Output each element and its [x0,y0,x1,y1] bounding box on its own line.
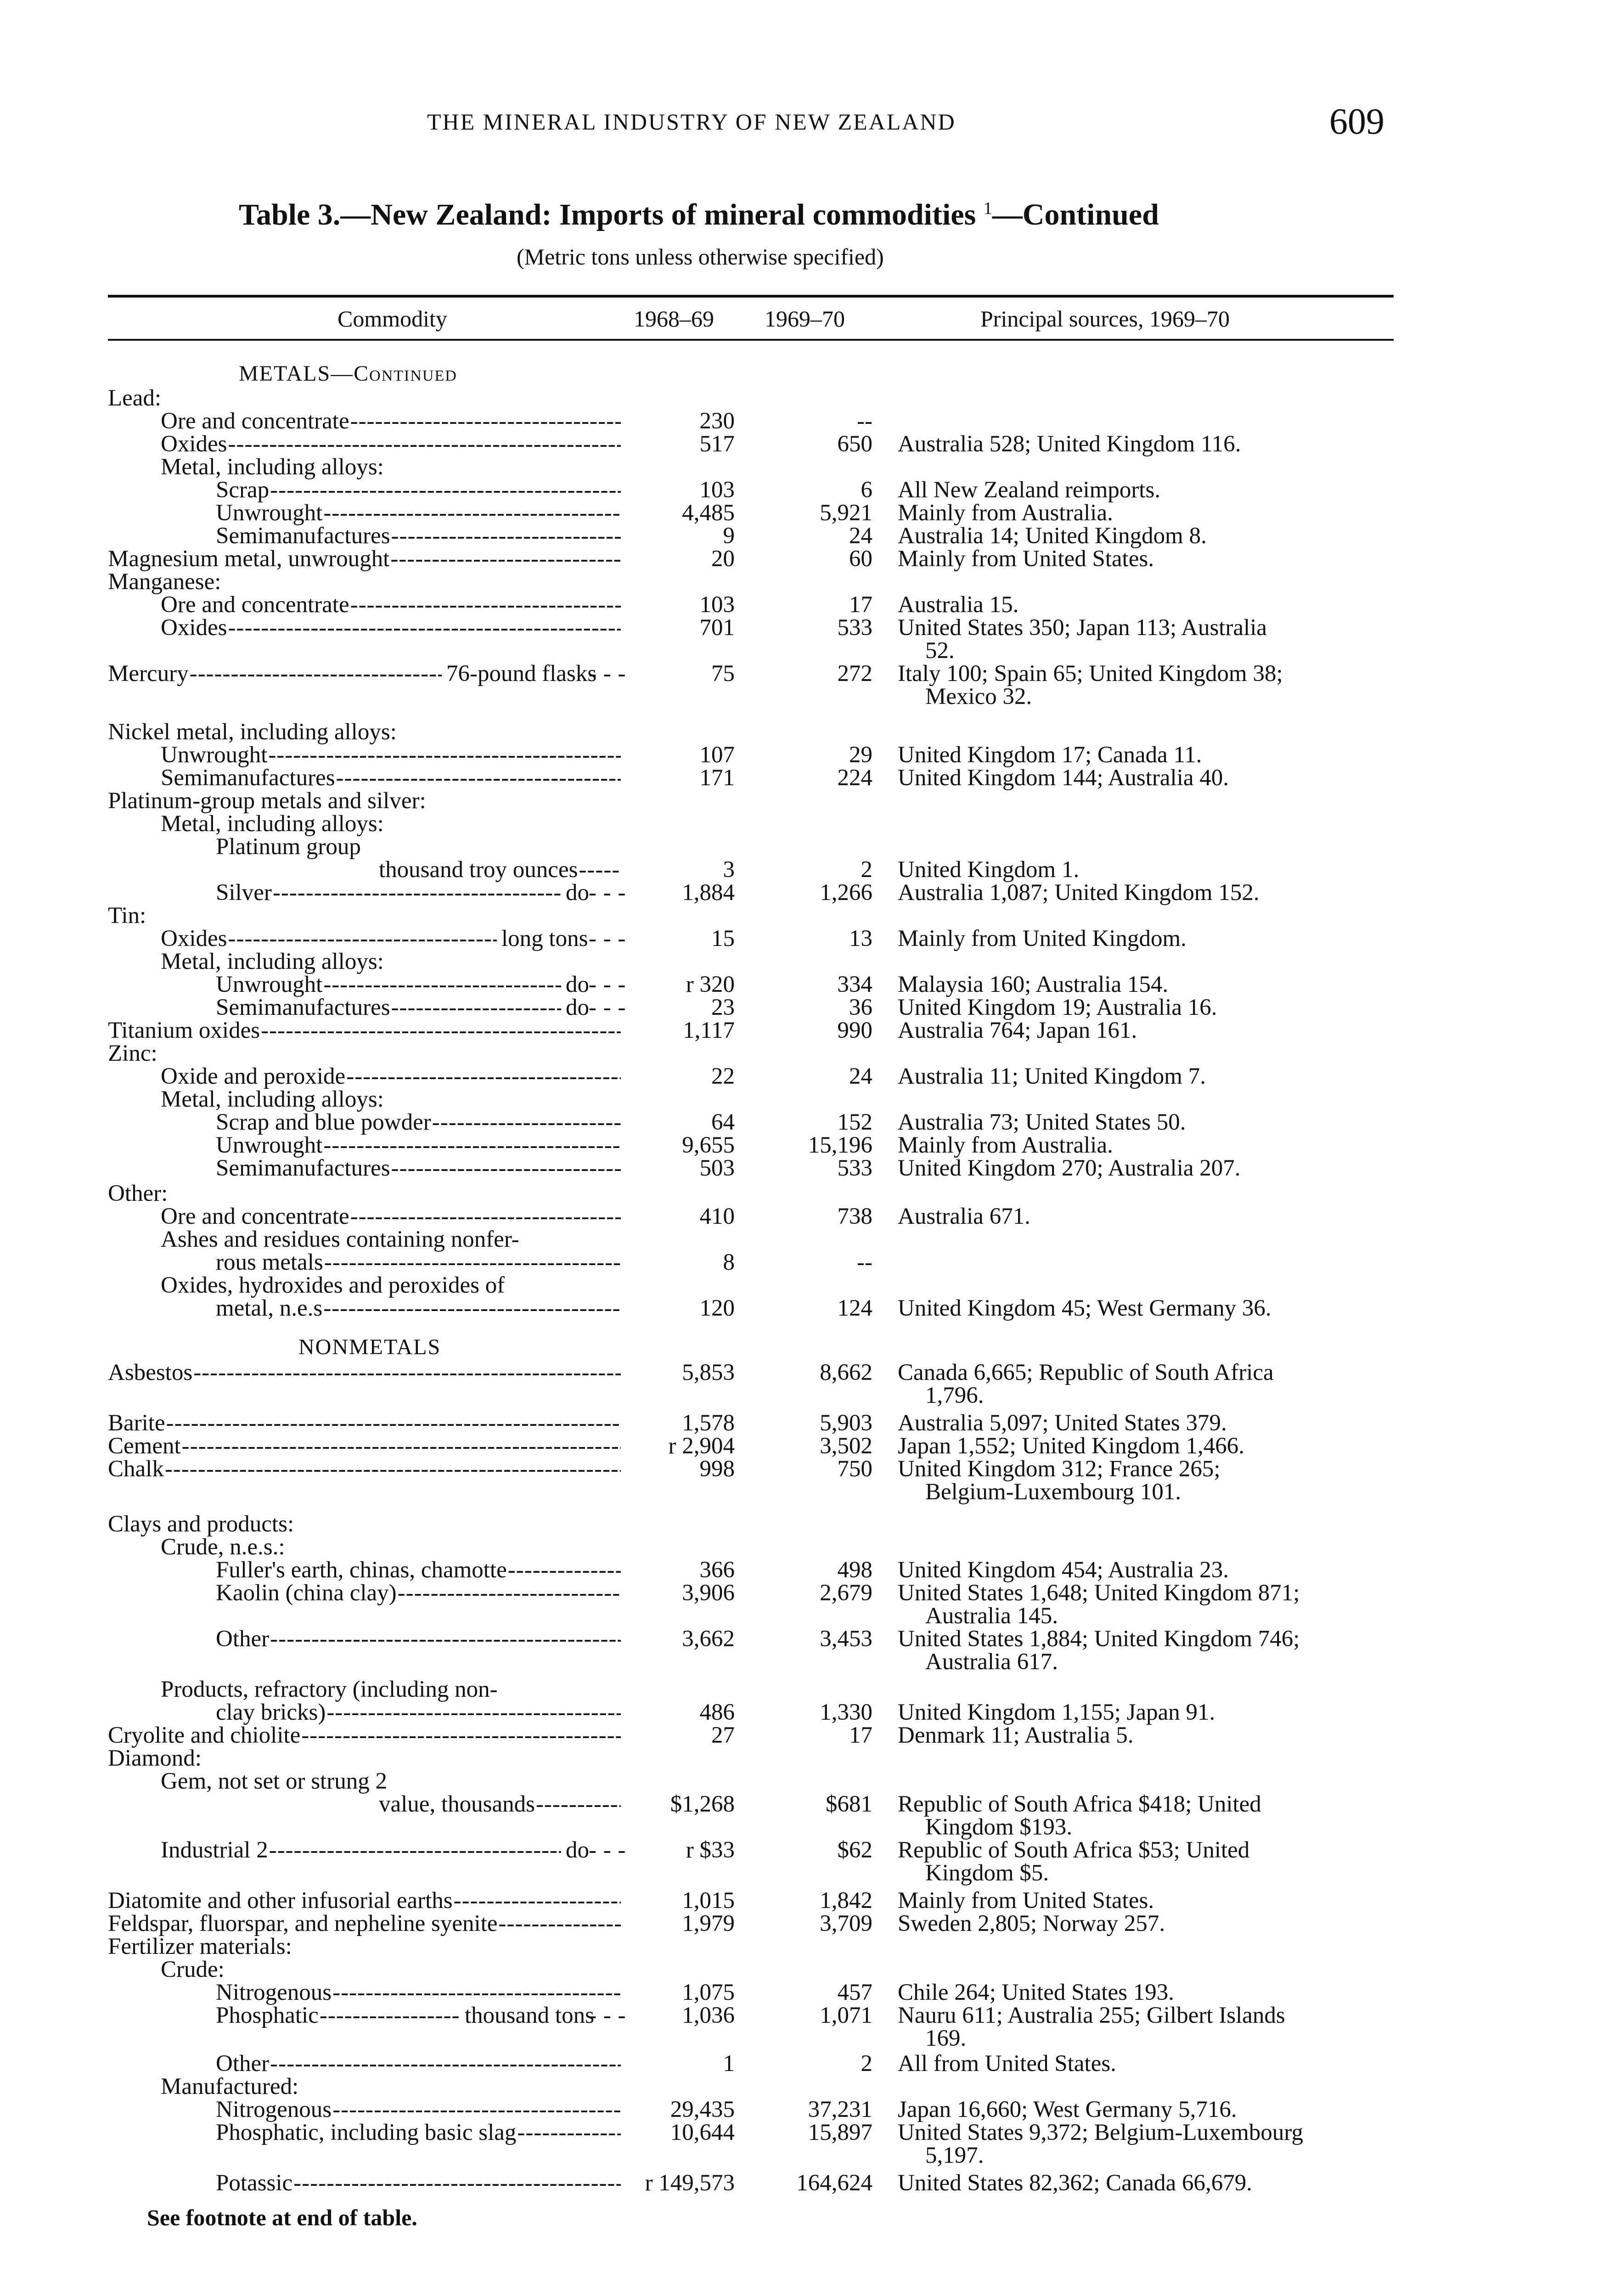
table-row [0,1649,1603,1675]
commodity-label: Crude: [161,1957,225,1982]
value-1969-70: 24 [849,1064,872,1089]
column-header-principal-sources: Principal sources, 1969–70 [980,306,1230,332]
value-1969-70: 3,709 [820,1911,872,1936]
principal-sources: United States 1,648; United Kingdom 871; [898,1580,1300,1606]
principal-sources: United Kingdom 45; West Germany 36. [898,1295,1271,1321]
value-1969-70: 224 [837,765,872,791]
value-1969-70: 15,897 [808,2120,872,2145]
table-row [0,1479,1603,1505]
principal-sources: All New Zealand reimports. [898,477,1161,503]
principal-sources: United Kingdom 270; Australia 207. [898,1155,1241,1181]
commodity-label: Chalk ----- [108,1456,621,1482]
commodity-label: Ore and concentrate ----- [161,591,621,618]
commodity-label: Kaolin (china clay) ----- [216,1580,621,1606]
table-row [0,1295,1603,1322]
value-1969-70: 5,903 [820,1410,872,1436]
principal-sources: United Kingdom 1,155; Japan 91. [898,1699,1215,1725]
value-1968-69: 1,578 [682,1410,735,1436]
commodity-label: Semimanufactures ----- [161,765,621,791]
value-1968-69: 103 [699,477,735,503]
commodity-label: Phosphatic, including basic slag ----- [216,2119,621,2146]
commodity-label: Fertilizer materials: [108,1934,292,1959]
principal-sources-continued: Kingdom $5. [925,1860,1049,1886]
value-1969-70: $62 [837,1837,872,1863]
commodity-label: Semimanufactures ----- [216,1155,621,1182]
principal-sources: Mainly from Australia. [898,500,1113,526]
value-1969-70: 6 [861,477,872,503]
value-1968-69: 1,117 [683,1018,735,1043]
page-number: 609 [1329,101,1384,142]
commodity-label: Feldspar, fluorspar, and nepheline syenite ----- [108,1910,621,1937]
value-1969-70: 533 [837,1155,872,1181]
commodity-label: Nickel metal, including alloys: [108,719,397,745]
principal-sources: Australia 528; United Kingdom 116. [898,431,1241,457]
dot-leader: - - - [589,2003,626,2028]
principal-sources-continued: 1,796. [925,1383,984,1408]
commodity-label: clay bricks) ----- [216,1699,621,1726]
value-1969-70: 24 [849,523,872,549]
principal-sources-continued: Australia 617. [925,1649,1058,1675]
value-1969-70: 2 [861,2051,872,2077]
value-1968-69: 486 [699,1699,735,1725]
commodity-label: Other ----- [216,1626,621,1652]
column-header-1969-70: 1969–70 [765,306,845,332]
dot-leader: - - - [589,880,626,906]
table-row [0,683,1603,710]
commodity-label: Diamond: [108,1745,202,1771]
value-1969-70: 2 [861,857,872,883]
commodity-label: Tin: [108,903,146,929]
principal-sources: United States 1,884; United Kingdom 746; [898,1626,1300,1652]
commodity-label: Products, refractory (including non- [161,1677,498,1702]
commodity-label: Oxides ----- [161,614,621,641]
table-row [0,2170,1603,2196]
principal-sources: Japan 1,552; United Kingdom 1,466. [898,1433,1245,1459]
commodity-label: Oxides ----- [161,925,497,952]
value-1968-69: 22 [711,1064,735,1089]
table-title-text: Table 3.—New Zealand: Imports of mineral commodities [239,198,976,231]
table-row [0,2025,1603,2052]
commodity-label: Silver ----- [216,879,561,906]
value-1968-69: 998 [699,1456,735,1482]
value-1969-70: 8,662 [820,1360,872,1385]
value-1969-70: 334 [837,972,872,997]
value-1968-69: 1 [723,2051,735,2077]
table-title-suffix: —Continued [992,198,1159,231]
value-1968-69: 1,075 [682,1980,735,2005]
value-1969-70: 29 [849,742,872,768]
value-1968-69: 20 [711,546,735,572]
value-1969-70: 164,624 [796,2170,872,2196]
commodity-label: Diatomite and other infusorial earths ----- [108,1887,621,1914]
running-title: THE MINERAL INDUSTRY OF NEW ZEALAND [427,109,956,135]
value-1968-69: $1,268 [670,1791,735,1817]
value-1969-70: 152 [837,1109,872,1135]
value-1969-70: 750 [837,1456,872,1482]
value-1969-70: 5,921 [820,500,872,526]
commodity-label: Unwrought ----- [216,1132,621,1159]
value-1969-70: 457 [837,1980,872,2005]
commodity-label: Industrial 2 ----- [161,1837,561,1863]
value-1969-70: 36 [849,995,872,1020]
value-1969-70: -- [857,1249,872,1275]
value-1968-69: 503 [699,1155,735,1181]
value-1968-69: 107 [699,742,735,768]
principal-sources: Australia 73; United States 50. [898,1109,1186,1135]
value-1969-70: 3,502 [820,1433,872,1459]
value-1968-69: 29,435 [670,2097,735,2122]
value-1968-69: r 149,573 [645,2170,735,2196]
principal-sources-continued: 169. [925,2026,967,2051]
unit-label: do [566,880,589,906]
dot-leader: - - - [589,661,626,687]
commodity-label: Oxides, hydroxides and peroxides of [161,1272,505,1298]
principal-sources: Republic of South Africa $418; United [898,1791,1261,1817]
principal-sources: Mainly from United Kingdom. [898,926,1187,951]
value-1969-70: 1,330 [820,1699,872,1725]
column-header-1968-69: 1968–69 [634,306,714,332]
principal-sources: Republic of South Africa $53; United [898,1837,1250,1863]
principal-sources: United Kingdom 17; Canada 11. [898,742,1202,768]
commodity-label: Other ----- [216,2050,621,2077]
value-1968-69: 230 [699,408,735,434]
value-1968-69: 517 [699,431,735,457]
principal-sources: Australia 1,087; United Kingdom 152. [898,880,1260,906]
principal-sources: United Kingdom 454; Australia 23. [898,1557,1229,1583]
commodity-label: Metal, including alloys: [161,949,384,974]
value-1969-70: $681 [826,1791,872,1817]
value-1969-70: 15,196 [808,1132,872,1158]
principal-sources: Mainly from Australia. [898,1132,1113,1158]
commodity-label: Phosphatic ----- [216,2002,460,2029]
value-1969-70: 1,842 [820,1888,872,1913]
unit-label: thousand tons [465,2003,594,2028]
commodity-label: Unwrought ----- [161,742,621,768]
dot-leader: - - - [589,1837,626,1863]
value-1968-69: 9,655 [682,1132,735,1158]
commodity-label: Platinum-group metals and silver: [108,788,426,814]
principal-sources: Australia 11; United Kingdom 7. [898,1064,1206,1089]
principal-sources: United Kingdom 312; France 265; [898,1456,1221,1482]
principal-sources: Sweden 2,805; Norway 257. [898,1911,1165,1936]
value-1968-69: 410 [699,1204,735,1229]
commodity-label: Cryolite and chiolite ----- [108,1722,621,1749]
value-1968-69: 1,015 [682,1888,735,1913]
commodity-label: Unwrought ----- [216,971,561,998]
value-1969-70: 272 [837,661,872,687]
principal-sources: United States 350; Japan 113; Australia [898,615,1267,641]
principal-sources: United States 9,372; Belgium-Luxembourg [898,2120,1303,2145]
principal-sources-continued: 5,197. [925,2143,984,2168]
commodity-label: Potassic ----- [216,2170,621,2196]
value-1968-69: 5,853 [682,1360,735,1385]
principal-sources: Chile 264; United States 193. [898,1980,1175,2005]
unit-label: do [566,995,589,1020]
principal-sources-continued: 52. [925,638,955,664]
principal-sources: United Kingdom 1. [898,857,1080,883]
commodity-label: Manganese: [108,569,221,595]
commodity-label: Nitrogenous ----- [216,2096,621,2123]
commodity-label: Scrap ----- [216,477,621,503]
commodity-label: Oxide and peroxide ----- [161,1063,621,1090]
section-heading: METALS—Continued [239,361,457,386]
column-header-commodity: Commodity [337,306,447,332]
value-1968-69: 701 [699,615,735,641]
commodity-label: Oxides ----- [161,431,621,457]
principal-sources: United Kingdom 19; Australia 16. [898,995,1217,1020]
commodity-label: Ashes and residues containing nonfer- [161,1227,519,1252]
value-1968-69: 8 [723,1249,735,1275]
commodity-label: Metal, including alloys: [161,454,384,480]
value-1968-69: r $33 [686,1837,735,1863]
commodity-label: rous metals ----- [216,1249,621,1276]
value-1968-69: 75 [711,661,735,687]
principal-sources: All from United States. [898,2051,1116,2077]
value-1968-69: 3 [723,857,735,883]
table-title-footnote-marker: 1 [983,199,992,218]
value-1968-69: 171 [699,765,735,791]
value-1969-70: 650 [837,431,872,457]
section-heading: NONMETALS [298,1335,441,1359]
value-1968-69: 1,979 [682,1911,735,1936]
value-1969-70: 17 [849,1722,872,1748]
value-1968-69: 9 [723,523,735,549]
commodity-label: Asbestos ----- [108,1359,621,1386]
commodity-label: Manufactured: [161,2074,299,2099]
commodity-label: Mercury ----- [108,660,442,687]
commodity-label: metal, n.e.s ----- [216,1295,621,1322]
principal-sources-continued: Australia 145. [925,1603,1058,1629]
unit-label: do [566,972,589,997]
table-row [0,1334,1603,1361]
commodity-label: Semimanufactures ----- [216,994,561,1021]
value-1969-70: 498 [837,1557,872,1583]
principal-sources-continued: Belgium-Luxembourg 101. [925,1479,1181,1505]
commodity-label: Metal, including alloys: [161,811,384,837]
principal-sources: Mainly from United States. [898,546,1154,572]
value-1969-70: 3,453 [820,1626,872,1652]
table-subtitle: (Metric tons unless otherwise specified) [517,244,884,270]
commodity-label: Zinc: [108,1041,157,1066]
value-1968-69: 27 [711,1722,735,1748]
commodity-label: Crude, n.e.s.: [161,1534,285,1560]
principal-sources: Australia 5,097; United States 379. [898,1410,1227,1436]
unit-label: long tons [501,926,588,951]
value-1969-70: -- [857,408,872,434]
value-1968-69: 4,485 [682,500,735,526]
unit-label: 76-pound flasks [446,661,597,687]
commodity-label: Magnesium metal, unwrought ----- [108,546,621,572]
table-row [0,2142,1603,2169]
value-1969-70: 17 [849,592,872,618]
commodity-label: Lead: [108,385,162,411]
value-1969-70: 1,071 [820,2003,872,2028]
commodity-label: Clays and products: [108,1511,294,1537]
principal-sources: Japan 16,660; West Germany 5,716. [898,2097,1237,2122]
dot-leader: - - - [589,972,626,997]
commodity-label: Unwrought ----- [216,500,621,526]
commodity-label: Ore and concentrate ----- [161,408,621,434]
principal-sources-continued: Mexico 32. [925,684,1032,709]
commodity-label: Ore and concentrate ----- [161,1203,621,1230]
commodity-label: Semimanufactures ----- [216,523,621,549]
dot-leader: - - - [589,926,626,951]
commodity-label: Metal, including alloys: [161,1086,384,1112]
commodity-label: Platinum group [216,834,361,860]
value-1969-70: 124 [837,1295,872,1321]
value-1969-70: 37,231 [808,2097,872,2122]
principal-sources: Italy 100; Spain 65; United Kingdom 38; [898,661,1283,687]
principal-sources: Australia 15. [898,592,1019,618]
value-1968-69: 3,906 [682,1580,735,1606]
commodity-label: Barite ----- [108,1410,621,1436]
table-row [0,1155,1603,1182]
value-1968-69: r 320 [686,972,735,997]
value-1969-70: 738 [837,1204,872,1229]
principal-sources: Nauru 611; Australia 255; Gilbert Islands [898,2003,1285,2028]
principal-sources-continued: Kingdom $193. [925,1814,1073,1840]
footer-note: See footnote at end of table. [147,2205,417,2230]
table-row [0,360,1603,387]
commodity-label: Scrap and blue powder ----- [216,1109,621,1136]
value-1969-70: 533 [837,615,872,641]
principal-sources: United Kingdom 144; Australia 40. [898,765,1229,791]
unit-label: do [566,1837,589,1863]
commodity-label: value, thousands ----- [379,1791,621,1818]
value-1968-69: 366 [699,1557,735,1583]
value-1968-69: 1,036 [682,2003,735,2028]
principal-sources: United States 82,362; Canada 66,679. [898,2170,1252,2196]
value-1968-69: 64 [711,1109,735,1135]
commodity-label: Other: [108,1181,168,1206]
value-1969-70: 13 [849,926,872,951]
value-1969-70: 2,679 [820,1580,872,1606]
commodity-label: thousand troy ounces ----- [379,856,621,883]
commodity-label: Titanium oxides ----- [108,1017,621,1044]
value-1968-69: 23 [711,995,735,1020]
commodity-label: Gem, not set or strung 2 [161,1768,387,1794]
commodity-label: Fuller's earth, chinas, chamotte ----- [216,1557,621,1583]
principal-sources: Australia 671. [898,1204,1030,1229]
principal-sources: Denmark 11; Australia 5. [898,1722,1134,1748]
principal-sources: Australia 14; United Kingdom 8. [898,523,1207,549]
value-1968-69: 1,884 [682,880,735,906]
value-1968-69: 15 [711,926,735,951]
principal-sources: Australia 764; Japan 161. [898,1018,1137,1043]
principal-sources: Canada 6,665; Republic of South Africa [898,1360,1274,1385]
value-1968-69: r 2,904 [668,1433,735,1459]
value-1968-69: 103 [699,592,735,618]
value-1968-69: 10,644 [670,2120,735,2145]
value-1968-69: 3,662 [682,1626,735,1652]
dot-leader: - - - [589,995,626,1020]
table-row [0,1860,1603,1886]
value-1969-70: 1,266 [820,880,872,906]
commodity-label: Nitrogenous ----- [216,1979,621,2006]
value-1968-69: 120 [699,1295,735,1321]
principal-sources: Mainly from United States. [898,1888,1154,1913]
commodity-label: Cement ----- [108,1433,621,1459]
principal-sources: Malaysia 160; Australia 154. [898,972,1169,997]
table-row [0,1382,1603,1409]
value-1969-70: 990 [837,1018,872,1043]
value-1969-70: 60 [849,546,872,572]
